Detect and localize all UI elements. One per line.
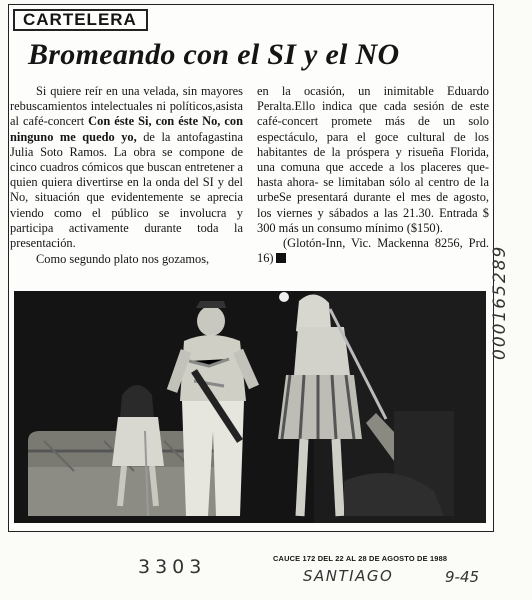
venue-text: (Glotón-Inn, Vic. Mackenna 8256, Prd. 16) — [257, 236, 489, 266]
performance-photo — [14, 291, 486, 523]
source-citation: CAUCE 172 DEL 22 AL 28 DE AGOSTO DE 1988 — [273, 554, 448, 563]
paragraph-1 — [10, 84, 243, 251]
play-title: Con éste Si, con éste No, con ninguno me quedo yo, — [10, 114, 243, 144]
headline: Bromeando con el SI y el NO — [28, 38, 400, 71]
section-label: CARTELERA — [13, 9, 148, 31]
end-mark — [276, 253, 286, 263]
paragraph-1-text-b: de la antofagastina Julia Soto Ramos. La obra se compone de cinco cuadros cómicos que buscan entretener a quien quiera divertirse en la onda del SI y del No, situación que evidentemente se aprecia viendo como el público se involucra y participa activamente durante toda la presentación. — [10, 129, 243, 251]
handwritten-page: 9-45 — [445, 568, 480, 586]
venue-info — [257, 236, 489, 266]
article-column-left — [10, 84, 243, 267]
handwritten-number: 3303 — [138, 556, 207, 578]
paragraph-1-text-a: Si quiere reír en una velada, sin mayores rebuscamientos intelectuales ni políticos,asista al café-concert — [10, 84, 243, 129]
handwritten-city: SANTIAGO — [303, 567, 394, 585]
paragraph-3: en la ocasión, un inimitable Eduardo Peralta.Ello indica que cada sesión de este café-concert promete más de un solo espectáculo, para el goce cultural de los habitantes de la próspera y risueña Florida, una comuna que accede a los placeres que-hasta ahora- se limitaban sólo al centro de la urbeSe presentará durante el mes de agosto, los viernes y sábados a las 21.30. Entrada $ 300 más un consumo mínimo ($150). — [257, 84, 489, 235]
handwritten-side-code: 000165289 — [490, 244, 510, 360]
article-column-right — [257, 84, 489, 266]
paragraph-2: Como segundo plato nos gozamos, — [36, 252, 210, 267]
photo-illustration — [14, 291, 486, 523]
